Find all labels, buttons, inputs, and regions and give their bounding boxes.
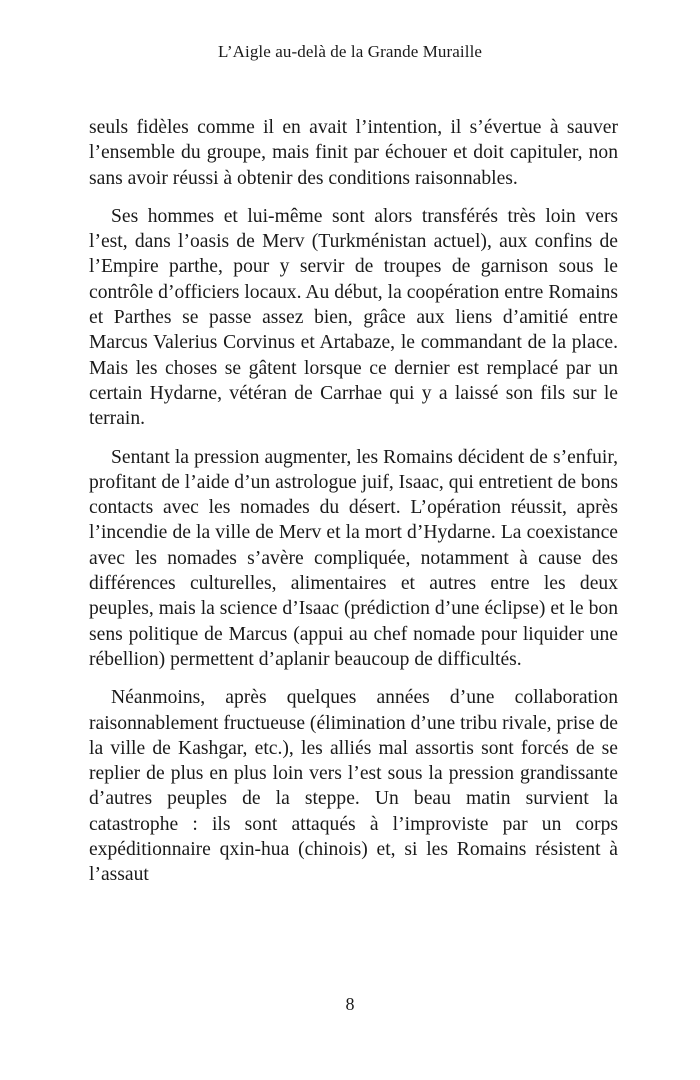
running-header: L’Aigle au-delà de la Grande Muraille bbox=[217, 42, 483, 61]
paragraph-retreat: Néanmoins, après quelques années d’une collaboration raisonnablement fructueuse (élimination d’une tribu rivale, prise de la ville de Kashgar, etc.), les alliés mal assortis sont forcés de se replier de plus en plus loin vers l’est sous la pression grandissante d’autres peuples de la steppe. Un beau matin survient la catastrophe : ils sont attaqués à l’improviste par un corps expéditionnaire qxin-hua (chinois) et, si les Romains résistent à l’assaut bbox=[89, 687, 618, 886]
paragraph-merv-transfer: Ses hommes et lui-même sont alors transférés très loin vers l’est, dans l’oasis de Merv (Turkménistan actuel), aux confins de l’Empire parthe, pour y servir de troupes de garnison sous le contrôle d’officiers locaux. Au début, la coopération entre Romains et Parthes se passe assez bien, grâce aux liens d’amitié entre Marcus Valerius Corvinus et Artabaze, le commandant de la place. Mais les choses se gâtent lorsque ce dernier est remplacé par un certain Hydarne, vétéran de Carrhae qui y a laissé son fils sur le terrain. bbox=[89, 205, 618, 430]
body-text bbox=[89, 115, 618, 901]
paragraph-continuation: seuls fidèles comme il en avait l’intention, il s’évertue à sauver l’ensemble du groupe, mais finit par échouer et doit capituler, non sans avoir réussi à obtenir des conditions raisonnables. bbox=[89, 117, 618, 189]
paragraph-escape: Sentant la pression augmenter, les Romains décident de s’enfuir, profitant de l’aide d’un astrologue juif, Isaac, qui entretient de bons contacts avec les nomades du désert. L’opération réussit, après l’incendie de la ville de Merv et la mort d’Hydarne. La coexistance avec les nomades s’avère compliquée, notamment à cause des différences culturelles, alimentaires et autres entre les deux peuples, mais la science d’Isaac (prédiction d’une éclipse) et le bon sens politique de Marcus (appui au chef nomade pour liquider une rébellion) permettent d’aplanir beaucoup de difficultés. bbox=[89, 446, 618, 670]
page-number: 8 bbox=[345, 994, 355, 1014]
